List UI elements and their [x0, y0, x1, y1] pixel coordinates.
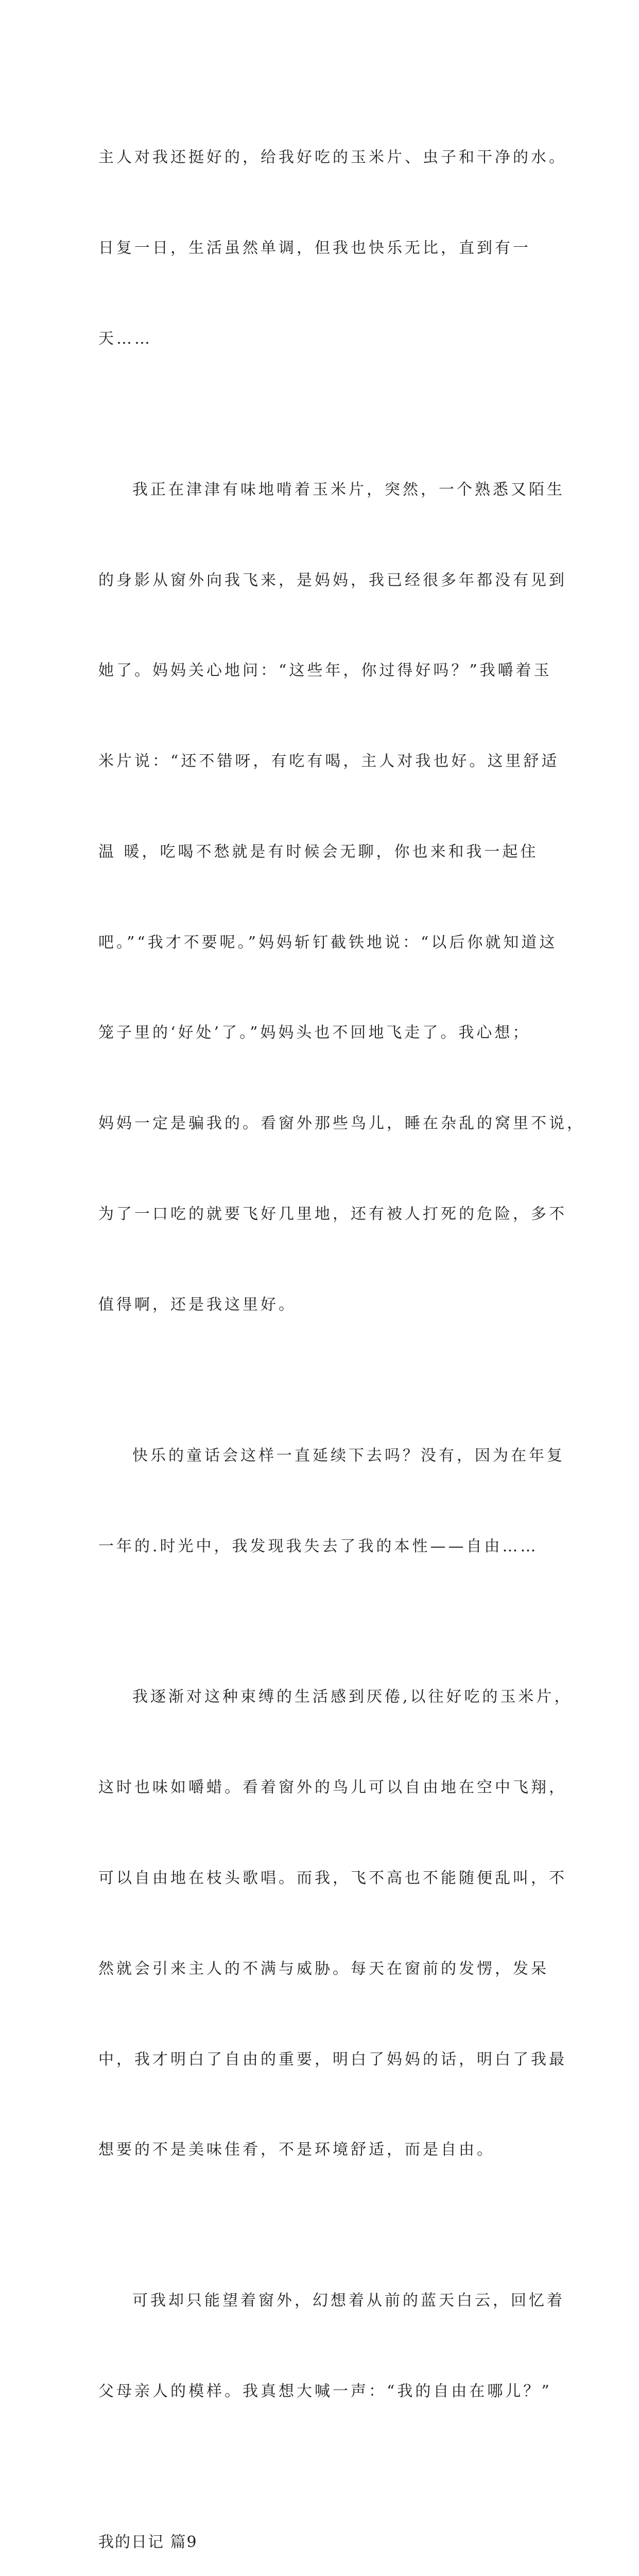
text-line: 米片说：“还不错呀，有吃有喝，主人对我也好。这里舒适 — [98, 752, 560, 771]
heading-text: 我的日记 篇9 — [98, 2533, 198, 2552]
text-line: 温 暖，吃喝不愁就是有时候会无聊，你也来和我一起住 — [98, 842, 539, 861]
paragraph-5 — [98, 2226, 565, 2467]
text-line: 我正在津津有味地啃着玉米片，突然，一个熟悉又陌生 — [132, 480, 565, 499]
text-line: 妈妈一定是骗我的。看窗外那些鸟儿，睡在杂乱的窝里不说， — [98, 1114, 585, 1133]
document-body — [98, 82, 585, 2576]
text-line: 快乐的童话会这样一直延续下去吗？没有，因为在年复 — [132, 1446, 565, 1465]
text-line: 父母亲人的模样。我真想大喊一声：“我的自由在哪儿？” — [98, 2382, 552, 2401]
section-heading — [98, 2467, 546, 2576]
text-line: 的身影从窗外向我飞来，是妈妈，我已经很多年都没有见到 — [98, 571, 567, 589]
text-line: 然就会引来主人的不满与威胁。每天在窗前的发愣，发呆 — [98, 1959, 549, 1978]
paragraph-3 — [98, 1381, 565, 1622]
text-line: 一年的.时光中，我发现我失去了我的本性——自由…… — [98, 1537, 539, 1555]
text-line: 我逐渐对这种束缚的生活感到厌倦,以往好吃的玉米片， — [132, 1688, 573, 1706]
text-line: 可以自由地在枝头歌唱。而我，飞不高也不能随便乱叫，不 — [98, 1869, 567, 1888]
text-line: 日复一日，生活虽然单调，但我也快乐无比，直到有一 — [98, 239, 531, 257]
paragraph-1 — [98, 82, 567, 415]
text-line: 她了。妈妈关心地问：“这些年，你过得好吗？”我嚼着玉 — [98, 662, 552, 680]
paragraph-4 — [98, 1622, 573, 2226]
text-line: 中，我才明白了自由的重要，明白了妈妈的话，明白了我最 — [98, 2050, 567, 2069]
text-line: 想要的不是美味佳肴，不是环境舒适，而是自由。 — [98, 2141, 495, 2159]
paragraph-2 — [98, 415, 585, 1381]
text-line: 主人对我还挺好的，给我好吃的玉米片、虫子和干净的水。 — [98, 148, 567, 167]
text-line: 可我却只能望着窗外，幻想着从前的蓝天白云，回忆着 — [132, 2292, 565, 2310]
text-line: 吧。”“我才不要呢。”妈妈斩钉截铁地说：“以后你就知道这 — [98, 933, 558, 952]
text-line: 为了一口吃的就要飞好几里地，还有被人打死的危险，多不 — [98, 1205, 567, 1223]
text-line: 值得啊，还是我这里好。 — [98, 1295, 297, 1314]
text-line: 天…… — [98, 329, 152, 348]
text-line: 这时也味如嚼蜡。看着窗外的鸟儿可以自由地在空中飞翔， — [98, 1778, 567, 1797]
text-line: 笼子里的‘好处’了。”妈妈头也不回地飞走了。我心想； — [98, 1024, 531, 1042]
